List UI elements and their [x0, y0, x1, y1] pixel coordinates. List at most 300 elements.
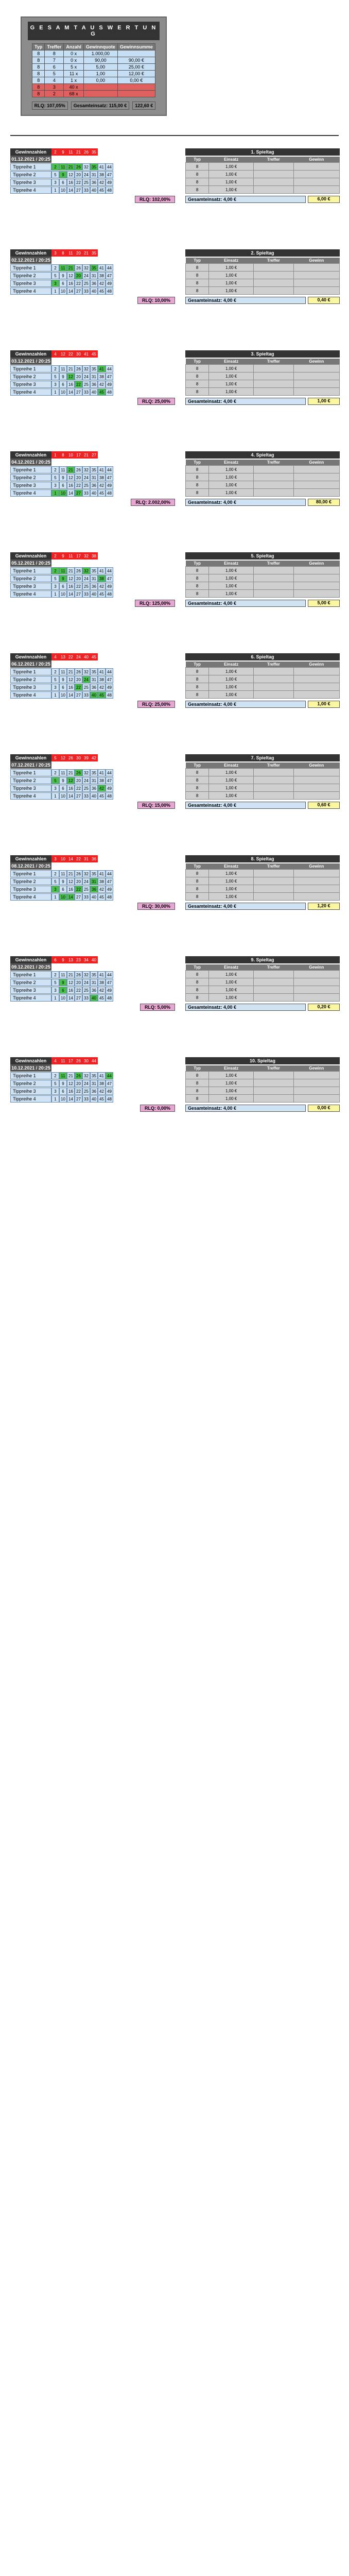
tip-number: 12: [67, 474, 75, 481]
tip-number: 10: [59, 994, 67, 1002]
tip-number: 49: [106, 886, 113, 893]
gesamteinsatz: Gesamteinsatz: 4,00 €: [185, 196, 306, 203]
tip-number: 11: [59, 365, 67, 372]
tip-number: 10: [59, 187, 67, 194]
tip-number: 1: [51, 994, 59, 1002]
tip-number: 25: [82, 886, 90, 893]
tip-number: 33: [82, 187, 90, 194]
draw-date: 08.12.2021 / 20:25: [10, 862, 51, 870]
tip-number: 33: [82, 489, 90, 497]
gesamteinsatz: Gesamteinsatz: 4,00 €: [185, 297, 306, 304]
summary-row: 8 7 0 x 90,00 90,00 €: [32, 57, 155, 64]
tip-number: 44: [106, 365, 113, 372]
tip-number: 38: [98, 878, 106, 885]
draw-block: [10, 754, 340, 839]
tip-number: 48: [106, 489, 113, 497]
tip-number: 1: [51, 893, 59, 901]
summary-row: 8 4 1 x 0,00 0,00 €: [32, 77, 155, 84]
spieltag-table: Typ Einsatz Treffer Gewinn 8 1,00 € 8 1,00 € 8 1,00 € 8 1,00 €: [185, 359, 340, 396]
tip-number: 16: [67, 179, 75, 186]
spieltag-title: 5. Spieltag: [185, 552, 340, 560]
tip-number: 22: [75, 381, 82, 388]
tip-number: 31: [90, 272, 98, 279]
tip-number: 14: [67, 187, 75, 194]
tip-number: 21: [67, 264, 75, 272]
gewinnzahlen-label: Gewinnzahlen: [10, 754, 51, 761]
tip-number: 27: [75, 590, 82, 598]
tip-number: 33: [82, 1095, 90, 1103]
gewinn-total: 0,20 €: [308, 1004, 340, 1011]
draw-date: 04.12.2021 / 20:25: [10, 459, 51, 466]
tip-number: 22: [75, 886, 82, 893]
tip-number: 44: [106, 769, 113, 776]
tip-number: 38: [98, 676, 106, 683]
tip-number: 5: [51, 272, 59, 279]
tip-number: 33: [82, 691, 90, 699]
spieltag-title: 7. Spieltag: [185, 754, 340, 761]
gewinnzahlen-label: Gewinnzahlen: [10, 552, 51, 560]
tip-number: 27: [75, 287, 82, 295]
tip-number: 42: [98, 1088, 106, 1095]
tip-number: 20: [75, 777, 82, 784]
tip-row: Tippreihe 4 1 10 14 27 33 40 45 48: [10, 994, 175, 1002]
gewinn-total: 5,00 €: [308, 600, 340, 607]
tip-row: Tippreihe 2 5 9 12 20 24 31 38 47: [10, 373, 175, 380]
tip-number: 40: [90, 994, 98, 1002]
tip-number: 47: [106, 373, 113, 380]
tip-row: Tippreihe 1 2 11 21 26 32 35 41 44: [10, 769, 175, 776]
gesamteinsatz: Gesamteinsatz: 4,00 €: [185, 802, 306, 809]
tip-number: 49: [106, 381, 113, 388]
drawn-number: 41: [82, 350, 90, 358]
gesamteinsatz: Gesamteinsatz: 4,00 €: [185, 398, 306, 405]
tip-number: 3: [51, 684, 59, 691]
tip-number: 45: [98, 489, 106, 497]
gesamteinsatz: Gesamteinsatz: 4,00 €: [185, 903, 306, 910]
tip-number: 33: [82, 590, 90, 598]
draw-block: [10, 350, 340, 435]
gewinnzahlen-label: Gewinnzahlen: [10, 350, 51, 358]
tip-number: 2: [51, 567, 59, 574]
draw-date: 03.12.2021 / 20:25: [10, 358, 51, 365]
tip-number: 16: [67, 987, 75, 994]
tip-number: 9: [59, 171, 67, 178]
tip-row: Tippreihe 3 3 6 16 22 25 36 42 49: [10, 684, 175, 691]
drawn-number: 35: [90, 148, 98, 156]
tip-number: 11: [59, 971, 67, 978]
tip-number: 9: [59, 272, 67, 279]
summary-row: 8 3 40 x: [32, 84, 155, 91]
tip-number: 1: [51, 792, 59, 800]
spieltag-title: 6. Spieltag: [185, 653, 340, 660]
summary-row: 8 6 5 x 5,00 25,00 €: [32, 64, 155, 71]
tip-number: 25: [82, 785, 90, 792]
tip-number: 32: [82, 567, 90, 574]
drawn-number: 42: [90, 754, 98, 761]
tip-number: 21: [67, 163, 75, 171]
spieltag-table: Typ Einsatz Treffer Gewinn 8 1,00 € 8 1,00 € 8 1,00 € 8 1,00 €: [185, 662, 340, 699]
tip-number: 31: [90, 979, 98, 986]
tip-number: 12: [67, 979, 75, 986]
tip-number: 36: [90, 179, 98, 186]
drawn-number: 4: [51, 653, 59, 660]
tip-number: 14: [67, 994, 75, 1002]
tip-number: 24: [82, 878, 90, 885]
tip-number: 20: [75, 878, 82, 885]
draw-block: [10, 1057, 340, 1142]
tip-number: 27: [75, 489, 82, 497]
tip-number: 31: [90, 575, 98, 582]
gewinn-total: 0,00 €: [308, 1105, 340, 1112]
summary-row: 8 2 68 x: [32, 91, 155, 97]
tip-row: Tippreihe 1 2 11 21 26 32 35 41 44: [10, 365, 175, 372]
tip-row: Tippreihe 4 1 10 14 27 33 40 45 48: [10, 489, 175, 497]
gewinnzahlen-label: Gewinnzahlen: [10, 1057, 51, 1064]
tip-number: 2: [51, 870, 59, 877]
tip-number: 11: [59, 163, 67, 171]
tip-number: 2: [51, 466, 59, 473]
tip-number: 3: [51, 280, 59, 287]
drawn-number: 21: [82, 249, 90, 257]
tip-number: 20: [75, 171, 82, 178]
drawn-number: 9: [59, 552, 67, 560]
tip-number: 20: [75, 575, 82, 582]
drawn-number: 11: [67, 552, 75, 560]
tip-number: 31: [90, 676, 98, 683]
drawn-number: 13: [59, 653, 67, 660]
drawn-number: 26: [75, 1057, 82, 1064]
divider: [10, 135, 339, 136]
rlq-badge: RLQ: 125,00%: [135, 600, 175, 607]
tip-number: 42: [98, 987, 106, 994]
tip-number: 32: [82, 1072, 90, 1079]
tip-number: 21: [67, 870, 75, 877]
drawn-number: 35: [90, 249, 98, 257]
drawn-number: 21: [82, 451, 90, 459]
gewinnzahlen-label: Gewinnzahlen: [10, 855, 51, 862]
tip-number: 14: [67, 489, 75, 497]
tip-number: 36: [90, 381, 98, 388]
tip-number: 22: [75, 179, 82, 186]
summary-header-2: Anzahl: [64, 44, 84, 50]
drawn-number: 22: [67, 653, 75, 660]
tip-number: 16: [67, 280, 75, 287]
tip-number: 16: [67, 381, 75, 388]
tip-number: 12: [67, 878, 75, 885]
spieltag-title: 8. Spieltag: [185, 855, 340, 862]
tip-number: 38: [98, 575, 106, 582]
tip-number: 44: [106, 668, 113, 675]
tip-number: 44: [106, 971, 113, 978]
drawn-number: 23: [75, 956, 82, 963]
spieltag-table: Typ Einsatz Treffer Gewinn 8 1,00 € 8 1,00 € 8 1,00 € 8 1,00 €: [185, 460, 340, 497]
rlq-badge: RLQ: 0,00%: [140, 1105, 175, 1112]
tip-number: 27: [75, 388, 82, 396]
tip-number: 33: [82, 792, 90, 800]
tip-row: Tippreihe 1 2 11 21 26 32 35 41 44: [10, 163, 175, 171]
tip-number: 26: [75, 264, 82, 272]
tip-number: 9: [59, 474, 67, 481]
tip-number: 44: [106, 466, 113, 473]
tip-number: 3: [51, 482, 59, 489]
tip-number: 44: [106, 264, 113, 272]
summary-einsatz: Gesamteinsatz: 115,00 €: [71, 101, 130, 110]
rlq-badge: RLQ: 5,00%: [140, 1004, 175, 1011]
tip-row: Tippreihe 4 1 10 14 27 33 40 45 48: [10, 792, 175, 800]
gewinn-total: 6,00 €: [308, 196, 340, 203]
draw-date: 07.12.2021 / 20:25: [10, 761, 51, 769]
tip-row: Tippreihe 1 2 11 21 26 32 35 41 44: [10, 264, 175, 272]
tip-number: 49: [106, 280, 113, 287]
tip-number: 48: [106, 287, 113, 295]
tip-number: 27: [75, 893, 82, 901]
tip-number: 49: [106, 583, 113, 590]
tip-number: 47: [106, 777, 113, 784]
tip-number: 6: [59, 381, 67, 388]
rlq-badge: RLQ: 15,00%: [137, 802, 175, 809]
tip-number: 3: [51, 179, 59, 186]
gewinnzahlen-label: Gewinnzahlen: [10, 249, 51, 257]
tip-number: 49: [106, 987, 113, 994]
tip-number: 26: [75, 971, 82, 978]
tip-number: 24: [82, 575, 90, 582]
rlq-badge: RLQ: 2.002,00%: [131, 499, 175, 506]
spieltag-table: Typ Einsatz Treffer Gewinn 8 1,00 € 8 1,00 € 8 1,00 € 8 1,00 €: [185, 964, 340, 1002]
drawn-number: 8: [59, 451, 67, 459]
tip-number: 40: [90, 187, 98, 194]
tip-row: Tippreihe 4 1 10 14 27 33 40 45 48: [10, 893, 175, 901]
tip-number: 24: [82, 474, 90, 481]
drawn-number: 11: [67, 249, 75, 257]
tip-row: Tippreihe 4 1 10 14 27 33 40 45 48: [10, 187, 175, 194]
drawn-number: 17: [67, 1057, 75, 1064]
tip-number: 9: [59, 878, 67, 885]
tip-number: 31: [90, 474, 98, 481]
tip-number: 40: [90, 489, 98, 497]
tip-row: Tippreihe 1 2 11 21 26 32 35 41 44: [10, 567, 175, 574]
tip-number: 24: [82, 979, 90, 986]
draw-block: [10, 653, 340, 738]
gewinn-total: 1,00 €: [308, 701, 340, 708]
tip-number: 35: [90, 365, 98, 372]
tip-number: 41: [98, 365, 106, 372]
tip-number: 20: [75, 979, 82, 986]
tip-number: 44: [106, 1072, 113, 1079]
gewinnzahlen-label: Gewinnzahlen: [10, 956, 51, 963]
tip-number: 2: [51, 365, 59, 372]
tip-number: 24: [82, 676, 90, 683]
tip-row: Tippreihe 3 3 6 16 22 25 36 42 49: [10, 482, 175, 489]
drawn-number: 38: [90, 552, 98, 560]
tip-row: Tippreihe 1 2 11 21 26 32 35 41 44: [10, 1072, 175, 1079]
tip-number: 48: [106, 792, 113, 800]
drawn-number: 31: [82, 855, 90, 862]
tip-number: 9: [59, 676, 67, 683]
tip-number: 45: [98, 691, 106, 699]
drawn-number: 22: [67, 350, 75, 358]
tip-number: 11: [59, 567, 67, 574]
tip-number: 32: [82, 264, 90, 272]
tip-number: 42: [98, 583, 106, 590]
tip-number: 25: [82, 179, 90, 186]
tip-number: 5: [51, 474, 59, 481]
tip-number: 48: [106, 187, 113, 194]
tip-row: Tippreihe 3 3 6 16 22 25 36 42 49: [10, 987, 175, 994]
gesamteinsatz: Gesamteinsatz: 4,00 €: [185, 600, 306, 607]
tip-row: Tippreihe 1 2 11 21 26 32 35 41 44: [10, 466, 175, 473]
tip-number: 21: [67, 769, 75, 776]
tip-number: 25: [82, 280, 90, 287]
tip-number: 10: [59, 1095, 67, 1103]
tip-number: 16: [67, 886, 75, 893]
spieltag-title: 2. Spieltag: [185, 249, 340, 257]
drawn-number: 11: [59, 1057, 67, 1064]
gesamteinsatz: Gesamteinsatz: 4,00 €: [185, 701, 306, 708]
gewinnzahlen-label: Gewinnzahlen: [10, 148, 51, 156]
tip-row: Tippreihe 2 5 9 12 20 24 31 38 47: [10, 272, 175, 279]
tip-number: 5: [51, 777, 59, 784]
tip-number: 47: [106, 1080, 113, 1087]
tip-number: 3: [51, 583, 59, 590]
drawn-number: 40: [90, 956, 98, 963]
tip-number: 24: [82, 777, 90, 784]
tip-number: 36: [90, 1088, 98, 1095]
drawn-number: 30: [82, 1057, 90, 1064]
tip-number: 38: [98, 272, 106, 279]
tip-number: 26: [75, 163, 82, 171]
tip-row: Tippreihe 2 5 9 12 20 24 31 38 47: [10, 979, 175, 986]
tip-number: 36: [90, 785, 98, 792]
tip-number: 12: [67, 1080, 75, 1087]
tip-number: 31: [90, 171, 98, 178]
tip-number: 1: [51, 590, 59, 598]
tip-number: 22: [75, 785, 82, 792]
tip-number: 48: [106, 1095, 113, 1103]
drawn-number: 14: [67, 855, 75, 862]
tip-number: 22: [75, 280, 82, 287]
summary-rlq: RLQ: 107,05%: [32, 101, 68, 110]
tip-row: Tippreihe 2 5 9 12 20 24 31 38 47: [10, 474, 175, 481]
drawn-number: 1: [51, 451, 59, 459]
tip-number: 48: [106, 388, 113, 396]
tip-row: Tippreihe 2 5 9 12 20 24 31 38 47: [10, 676, 175, 683]
tip-number: 14: [67, 893, 75, 901]
tip-number: 5: [51, 1080, 59, 1087]
gesamteinsatz: Gesamteinsatz: 4,00 €: [185, 1004, 306, 1011]
tip-number: 5: [51, 373, 59, 380]
tip-row: Tippreihe 2 5 9 12 20 24 31 38 47: [10, 171, 175, 178]
tip-number: 35: [90, 264, 98, 272]
tip-number: 26: [75, 466, 82, 473]
tip-number: 41: [98, 567, 106, 574]
tip-number: 22: [75, 482, 82, 489]
tip-number: 31: [90, 777, 98, 784]
tip-number: 22: [75, 684, 82, 691]
tip-row: Tippreihe 3 3 6 16 22 25 36 42 49: [10, 179, 175, 186]
tip-row: Tippreihe 2 5 9 12 20 24 31 38 47: [10, 575, 175, 582]
tip-number: 33: [82, 388, 90, 396]
tip-number: 12: [67, 777, 75, 784]
tip-number: 2: [51, 163, 59, 171]
tip-number: 36: [90, 886, 98, 893]
tip-number: 26: [75, 1072, 82, 1079]
tip-number: 6: [59, 684, 67, 691]
tip-number: 31: [90, 1080, 98, 1087]
tip-number: 38: [98, 474, 106, 481]
tip-number: 24: [82, 272, 90, 279]
drawn-number: 11: [67, 148, 75, 156]
tip-number: 5: [51, 979, 59, 986]
tip-number: 27: [75, 994, 82, 1002]
tip-number: 5: [51, 575, 59, 582]
tip-number: 2: [51, 668, 59, 675]
tip-number: 14: [67, 691, 75, 699]
tip-row: Tippreihe 3 3 6 16 22 25 36 42 49: [10, 280, 175, 287]
drawn-number: 39: [82, 754, 90, 761]
tip-number: 16: [67, 583, 75, 590]
tip-number: 40: [90, 792, 98, 800]
summary-header-3: Gewinnquote: [83, 44, 117, 50]
tip-number: 9: [59, 1080, 67, 1087]
tip-number: 36: [90, 482, 98, 489]
tip-number: 42: [98, 785, 106, 792]
spieltag-title: 4. Spieltag: [185, 451, 340, 459]
tip-number: 36: [90, 583, 98, 590]
tip-number: 41: [98, 668, 106, 675]
draw-date: 06.12.2021 / 20:25: [10, 660, 51, 668]
tip-number: 11: [59, 668, 67, 675]
drawn-number: 34: [82, 956, 90, 963]
tip-number: 49: [106, 1088, 113, 1095]
tip-number: 26: [75, 365, 82, 372]
tip-number: 1: [51, 187, 59, 194]
rlq-badge: RLQ: 102,00%: [135, 196, 175, 203]
tip-number: 25: [82, 1088, 90, 1095]
tip-number: 24: [82, 1080, 90, 1087]
tip-number: 31: [90, 878, 98, 885]
tip-number: 45: [98, 388, 106, 396]
tip-row: Tippreihe 3 3 6 16 22 25 36 42 49: [10, 886, 175, 893]
tip-number: 32: [82, 870, 90, 877]
tip-number: 12: [67, 272, 75, 279]
drawn-number: 12: [59, 350, 67, 358]
tip-number: 9: [59, 979, 67, 986]
tip-number: 16: [67, 1088, 75, 1095]
tip-number: 5: [51, 171, 59, 178]
tip-number: 10: [59, 489, 67, 497]
spieltag-table: Typ Einsatz Treffer Gewinn 8 1,00 € 8 1,00 € 8 1,00 € 8 1,00 €: [185, 561, 340, 598]
tip-number: 26: [75, 567, 82, 574]
tip-row: Tippreihe 4 1 10 14 27 33 40 45 48: [10, 388, 175, 396]
spieltag-table: Typ Einsatz Treffer Gewinn 8 1,00 € 8 1,00 € 8 1,00 € 8 1,00 €: [185, 1065, 340, 1103]
drawn-number: 6: [51, 956, 59, 963]
tip-number: 11: [59, 769, 67, 776]
tip-number: 20: [75, 272, 82, 279]
tip-number: 42: [98, 482, 106, 489]
drawn-number: 17: [75, 552, 82, 560]
tip-number: 3: [51, 886, 59, 893]
drawn-number: 13: [67, 956, 75, 963]
tip-number: 10: [59, 691, 67, 699]
tip-number: 3: [51, 1088, 59, 1095]
tip-number: 36: [90, 987, 98, 994]
tip-number: 27: [75, 691, 82, 699]
summary-table: [32, 43, 155, 97]
tip-number: 25: [82, 684, 90, 691]
drawn-number: 21: [75, 148, 82, 156]
tip-number: 1: [51, 489, 59, 497]
tip-row: Tippreihe 3 3 6 16 22 25 36 42 49: [10, 583, 175, 590]
